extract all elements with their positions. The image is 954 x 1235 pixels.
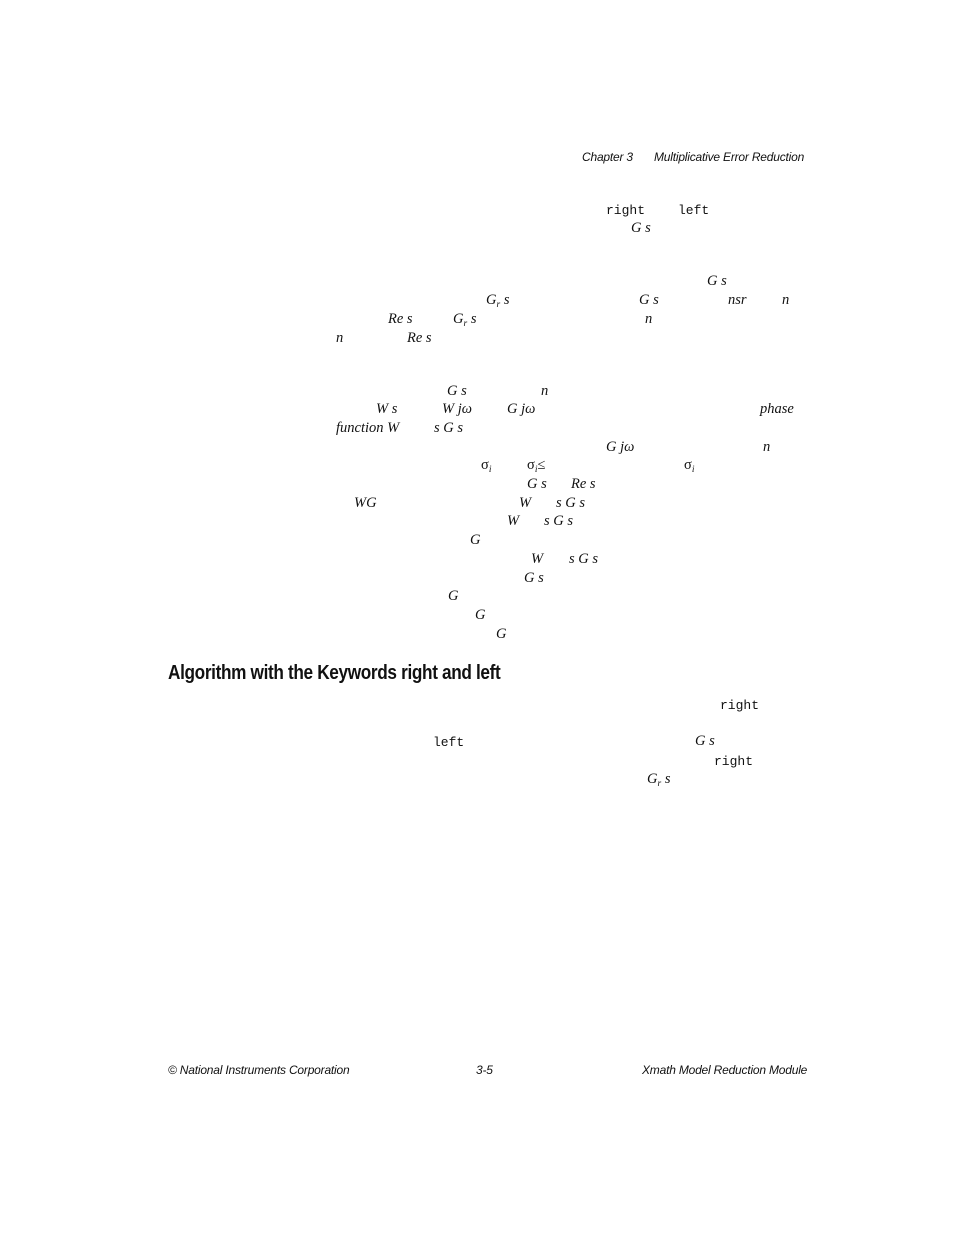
math-gr-s: $G_r$ s	[453, 311, 477, 329]
footer-page-number: 3-5	[476, 1063, 493, 1077]
math-n: n	[782, 292, 790, 308]
keyword-left: left	[678, 203, 710, 218]
math-g-jw: G jω	[507, 401, 536, 417]
math-wg: WG	[354, 495, 377, 511]
math-w: W	[531, 551, 544, 567]
math-g-s: G s	[639, 292, 659, 308]
footer-product: Xmath Model Reduction Module	[642, 1063, 808, 1077]
running-header-title: Multiplicative Error Reduction	[654, 150, 805, 164]
math-g: G	[475, 607, 486, 623]
math-gr-s: $G_r$ s	[486, 292, 510, 310]
math-g-s: G s	[695, 733, 715, 749]
section-heading: Algorithm with the Keywords right and left	[168, 662, 501, 684]
term-function-w: function W	[336, 420, 400, 436]
math-g-s: G s	[447, 383, 467, 399]
math-g-jw: G jω	[606, 439, 635, 455]
math-nsr: nsr	[728, 292, 747, 308]
math-g-s: G s	[707, 273, 727, 289]
running-header-chapter: Chapter 3	[582, 150, 633, 164]
keyword-left: left	[433, 735, 465, 750]
footer-copyright: © National Instruments Corporation	[168, 1063, 350, 1077]
keyword-right: right	[714, 754, 754, 769]
math-g: G	[448, 588, 459, 604]
math-re-s: Re s	[571, 476, 596, 492]
math-s-g-s: s G s	[556, 495, 586, 511]
math-sigma-i-leq: $\sigma_i\le$	[527, 457, 546, 475]
math-n: n	[336, 330, 344, 346]
math-s-g-s: s G s	[569, 551, 599, 567]
math-n: n	[541, 383, 549, 399]
math-w-s: W s	[376, 401, 398, 417]
math-g-s: G s	[631, 220, 651, 236]
math-g: G	[496, 626, 507, 642]
math-re-s: Re s	[388, 311, 413, 327]
math-gr-s: $G_r$ s	[647, 771, 671, 789]
math-s-g-s: s G s	[434, 420, 464, 436]
math-w: W	[519, 495, 532, 511]
math-g-s: G s	[524, 570, 544, 586]
math-s-g-s: s G s	[544, 513, 574, 529]
term-phase: phase	[760, 401, 794, 417]
math-g-s: G s	[527, 476, 547, 492]
math-sigma-i: $\sigma_i$	[684, 457, 695, 475]
math-g: G	[470, 532, 481, 548]
math-sigma-i: $\sigma_i$	[481, 457, 492, 475]
math-n: n	[645, 311, 653, 327]
math-w: W	[507, 513, 520, 529]
math-n: n	[763, 439, 771, 455]
math-w-jw: W jω	[442, 401, 472, 417]
math-re-s: Re s	[407, 330, 432, 346]
keyword-right: right	[720, 698, 760, 713]
keyword-right: right	[606, 203, 646, 218]
